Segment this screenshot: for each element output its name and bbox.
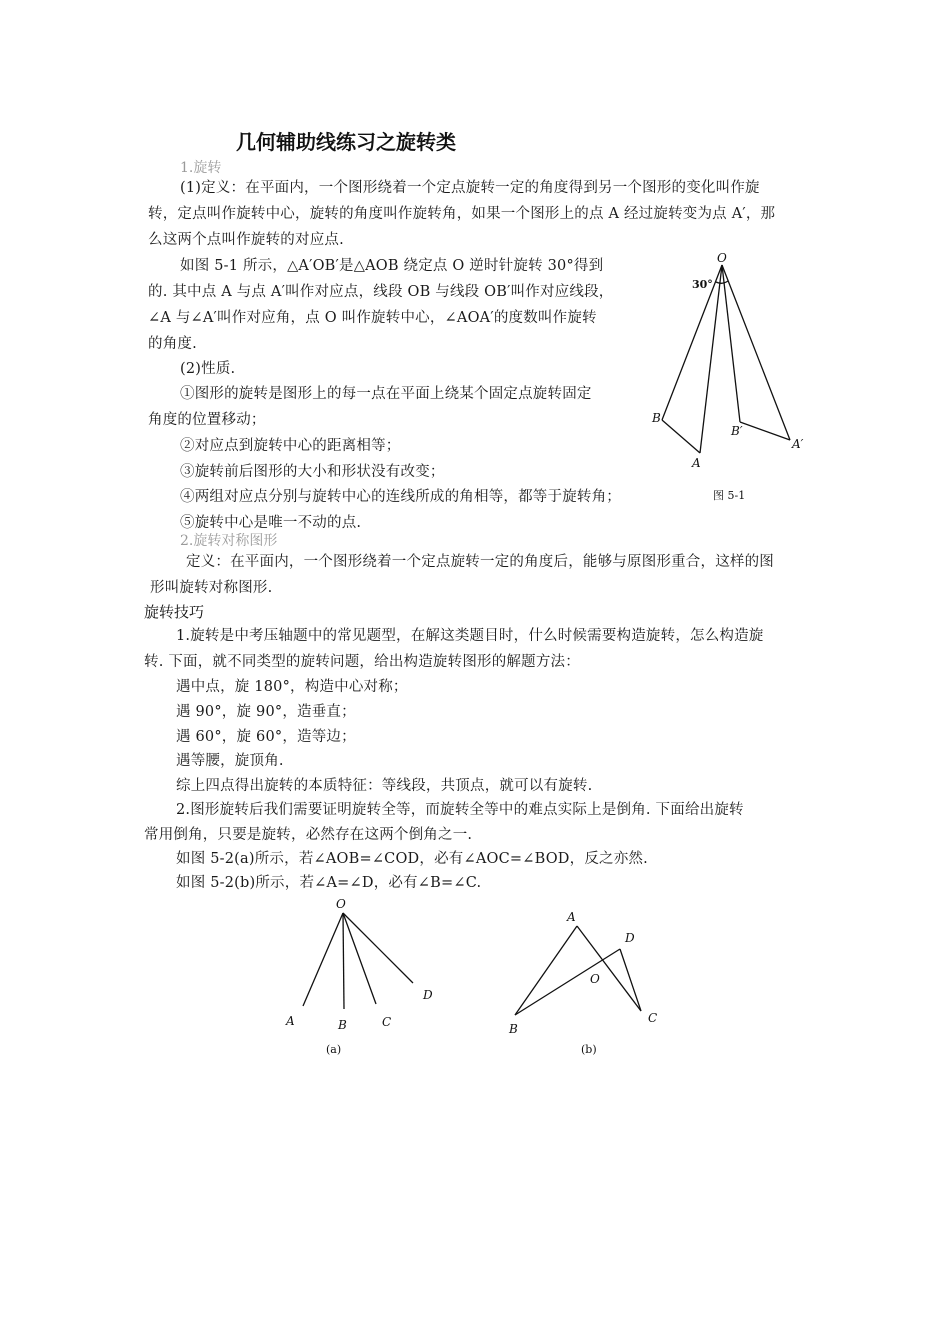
label-B: B [509,1022,518,1036]
angle-label-30: 30° [692,278,713,291]
page-title: 几何辅助线练习之旋转类 [236,130,456,154]
label-C: C [382,1015,392,1029]
figure-description-line-3: ∠A 与∠A′叫作对应角，点 O 叫作旋转中心，∠AOA′的度数叫作旋转 [148,310,597,326]
case-a-text: 如图 5-2(a)所示，若∠AOB=∠COD，必有∠AOC=∠BOD，反之亦然. [176,851,648,867]
method-60: 遇 60°，旋 60°，造等边； [176,729,356,745]
label-O: O [336,897,346,911]
definition-line-2: 转，定点叫作旋转中心，旋转的角度叫作旋转角，如果一个图形上的点 A 经过旋转变为点 A′，那 [148,206,776,222]
segment-BA [515,926,577,1015]
label-B: B [338,1018,347,1032]
property-2: ②对应点到旋转中心的距离相等； [180,438,401,454]
label-O: O [590,972,600,986]
figure-5-2a-caption: (a) [326,1043,342,1056]
segment-BA [662,420,700,453]
label-A: A [692,456,701,470]
property-1-line-2: 角度的位置移动； [148,412,266,428]
ray-OD [343,913,413,983]
property-5: ⑤旋转中心是唯一不动的点. [180,515,362,531]
label-D: D [423,988,433,1002]
angle-arc [716,281,728,283]
figure-5-1 [640,250,830,510]
method-90: 遇 90°，旋 90°，造垂直； [176,704,356,720]
segment-B2A2 [740,422,790,440]
segment-BD [515,949,620,1015]
label-O: O [717,251,727,265]
label-B: B [652,411,661,425]
tips-heading: 旋转技巧 [144,603,205,621]
label-A: A [567,910,576,924]
definition-line-3: 么这两个点叫作旋转的对应点. [148,232,344,248]
section-heading-rotation: 1.旋转 [180,160,222,176]
figure-5-1-caption: 图 5-1 [713,489,746,502]
summary-line: 综上四点得出旋转的本质特征：等线段，共顶点，就可以有旋转. [176,778,593,794]
figure-5-2b-caption: (b) [581,1043,597,1056]
label-C: C [648,1011,658,1025]
tips-paragraph-2-line-2: 常用倒角，只要是旋转，必然存在这两个倒角之一. [144,827,473,843]
label-B-prime: B′ [731,424,743,438]
figure-description-line-1: 如图 5-1 所示，△A′OB′是△AOB 绕定点 O 逆时针旋转 30°得到 [180,258,604,274]
method-midpoint: 遇中点，旋 180°，构造中心对称； [176,679,408,695]
label-A: A [286,1014,295,1028]
property-1-line-1: ①图形的旋转是图形上的每一点在平面上绕某个固定点旋转固定 [180,386,592,402]
case-b-text: 如图 5-2(b)所示，若∠A=∠D，必有∠B=∠C. [176,875,482,891]
properties-heading: (2)性质. [180,361,236,377]
segment-DC [620,949,641,1011]
label-A-prime: A′ [792,437,804,451]
ray-OC [343,913,376,1004]
ray-OB [343,913,344,1009]
method-isosceles: 遇等腰，旋顶角. [176,753,284,769]
property-3: ③旋转前后图形的大小和形状没有改变； [180,464,445,480]
label-D: D [625,931,635,945]
figure-5-2a [275,893,445,1063]
tips-paragraph-1-line-1: 1.旋转是中考压轴题中的常见题型，在解这类题目时，什么时候需要构造旋转，怎么构造旋 [176,628,764,644]
symmetry-definition-line-1: 定义：在平面内，一个图形绕着一个定点旋转一定的角度后，能够与原图形重合，这样的图 [186,554,774,570]
figure-description-line-2: 的. 其中点 A 与点 A′叫作对应点，线段 OB 与线段 OB′叫作对应线段， [148,284,614,300]
definition-line-1: (1)定义：在平面内，一个图形绕着一个定点旋转一定的角度得到另一个图形的变化叫作旋 [180,180,760,196]
tips-paragraph-1-line-2: 转. 下面，就不同类型的旋转问题，给出构造旋转图形的解题方法： [144,654,580,670]
ray-OA [303,913,343,1006]
tips-paragraph-2-line-1: 2.图形旋转后我们需要证明旋转全等，而旋转全等中的难点实际上是倒角. 下面给出旋转 [176,802,744,818]
property-4: ④两组对应点分别与旋转中心的连线所成的角相等，都等于旋转角； [180,489,621,505]
figure-description-line-4: 的角度. [148,336,197,352]
section-heading-rotational-symmetry: 2.旋转对称图形 [180,533,278,549]
symmetry-definition-line-2: 形叫旋转对称图形. [150,580,273,596]
figure-5-2b [500,905,670,1065]
